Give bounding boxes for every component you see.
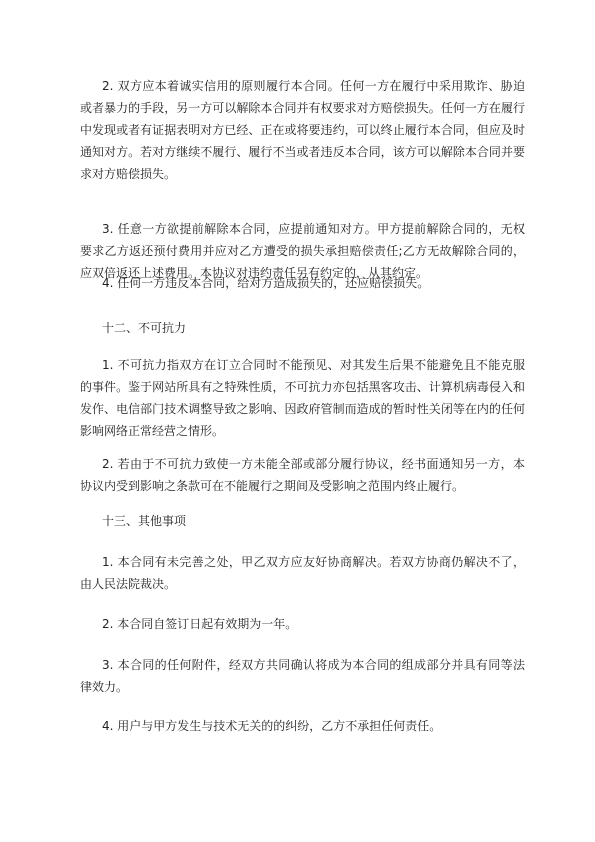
other-matters-clause-4-paragraph: 4. 用户与甲方发生与技术无关的的纠纷，乙方不承担任何责任。	[102, 719, 442, 733]
clause-2-paragraph: 2. 双方应本着诚实信用的原则履行本合同。任何一方在履行中采用欺诈、胁迫或者暴力的手段，另一方可以解除本合同并有权要求对方赔偿损失。任何一方在履行中发现或者有证据表明对方已经、正在或将要违约，可以终止履行本合同，但应及时通知对方。若对方继续不履行、履行不当或者违反本合同，该方可以解除本合同并要求对方赔偿损失。	[80, 79, 525, 181]
other-matters-clause-1-paragraph: 1. 本合同有未完善之处，甲乙双方应友好协商解决。若双方协商仍解决不了，由人民法院裁决。	[80, 555, 525, 591]
other-matters-clause-3-paragraph: 3. 本合同的任何附件，经双方共同确认将成为本合同的组成部分并具有同等法律效力。	[80, 658, 525, 694]
clause-4-paragraph: 4. 任何一方违反本合同，给对方造成损失的，还应赔偿损失。	[102, 276, 430, 290]
clause-3-paragraph: 3. 任意一方欲提前解除本合同，应提前通知对方。甲方提前解除合同的，无权要求乙方返还预付费用并应对乙方遭受的损失承担赔偿责任;乙方无故解除合同的，应双倍返还上述费用。本协议对违约责任另有约定的，从其约定。	[80, 222, 525, 280]
force-majeure-clause-1-paragraph: 1. 不可抗力指双方在订立合同时不能预见、对其发生后果不能避免且不能克服的事件。鉴于网站所具有之特殊性质，不可抗力亦包括黑客攻击、计算机病毒侵入和发作、电信部门技术调整导致之影响、因政府管制而造成的暂时性关闭等在内的任何影响网络正常经营之情形。	[80, 358, 525, 438]
force-majeure-clause-2-paragraph: 2. 若由于不可抗力致使一方未能全部或部分履行协议，经书面通知另一方，本协议内受到影响之条款可在不能履行之期间及受影响之范围内终止履行。	[80, 457, 525, 493]
section-12-heading: 十二、不可抗力	[102, 321, 187, 335]
other-matters-clause-2-paragraph: 2. 本合同自签订日起有效期为一年。	[102, 617, 298, 631]
section-13-heading: 十三、其他事项	[102, 514, 187, 528]
